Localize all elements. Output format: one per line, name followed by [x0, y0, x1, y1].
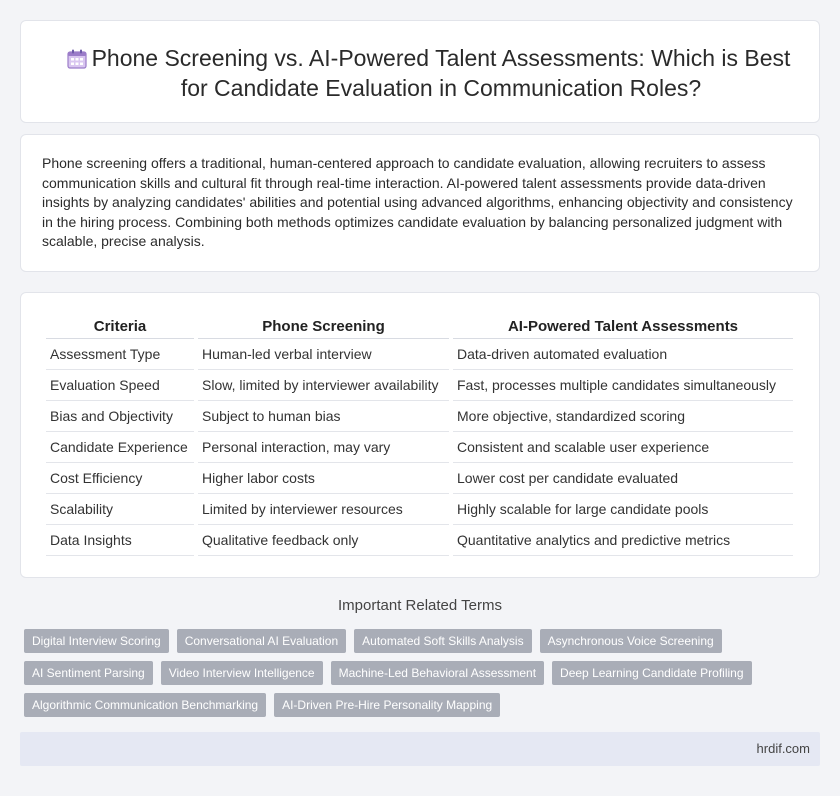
table-cell: Data Insights	[46, 525, 194, 556]
table-cell: Evaluation Speed	[46, 370, 194, 401]
related-term-tag[interactable]: Video Interview Intelligence	[161, 661, 323, 685]
table-row	[46, 432, 793, 463]
related-term-tag[interactable]: Asynchronous Voice Screening	[540, 629, 722, 653]
related-term-tag[interactable]: Digital Interview Scoring	[24, 629, 169, 653]
table-cell: Assessment Type	[46, 339, 194, 370]
related-terms-title: Important Related Terms	[338, 597, 502, 614]
table-cell: Scalability	[46, 494, 194, 525]
table-cell: Data-driven automated evaluation	[453, 339, 793, 370]
table-row	[46, 525, 793, 556]
comparison-table	[42, 315, 797, 556]
related-term-tag[interactable]: Conversational AI Evaluation	[177, 629, 346, 653]
table-row	[46, 339, 793, 370]
table-cell: Subject to human bias	[198, 401, 449, 432]
table-cell: Bias and Objectivity	[46, 401, 194, 432]
table-cell: Quantitative analytics and predictive metrics	[453, 525, 793, 556]
table-row	[46, 370, 793, 401]
table-cell: Limited by interviewer resources	[198, 494, 449, 525]
table-header-row	[46, 315, 793, 339]
intro-paragraph: Phone screening offers a traditional, human-centered approach to candidate evaluation, allowing recruiters to assess communication skills and cultural fit through real-time interaction. AI-powered talent assessments provide data-driven insights by analyzing candidates' abilities and potential using advanced algorithms, enhancing objectivity and consistency in the hiring process. Combining both methods optimizes candidate evaluation by balancing personalized judgment with scalable, precise analysis.	[42, 155, 793, 249]
table-cell: More objective, standardized scoring	[453, 401, 793, 432]
table-cell: Personal interaction, may vary	[198, 432, 449, 463]
table-cell: Qualitative feedback only	[198, 525, 449, 556]
table-cell: Human-led verbal interview	[198, 339, 449, 370]
related-terms-list	[24, 629, 804, 717]
related-term-tag[interactable]: AI Sentiment Parsing	[24, 661, 153, 685]
title-card	[20, 20, 820, 123]
table-cell: Cost Efficiency	[46, 463, 194, 494]
footer-site-link[interactable]: hrdif.com	[756, 741, 810, 756]
table-row	[46, 401, 793, 432]
table-cell: Candidate Experience	[46, 432, 194, 463]
intro-card	[20, 134, 820, 272]
table-cell: Highly scalable for large candidate pools	[453, 494, 793, 525]
comparison-card	[20, 292, 820, 578]
related-term-tag[interactable]: Machine-Led Behavioral Assessment	[331, 661, 544, 685]
related-term-tag[interactable]: Automated Soft Skills Analysis	[354, 629, 531, 653]
header-ai-assessments: AI-Powered Talent Assessments	[453, 315, 793, 339]
related-term-tag[interactable]: AI-Driven Pre-Hire Personality Mapping	[274, 693, 500, 717]
table-cell: Lower cost per candidate evaluated	[453, 463, 793, 494]
table-cell: Fast, processes multiple candidates simultaneously	[453, 370, 793, 401]
table-cell: Consistent and scalable user experience	[453, 432, 793, 463]
page-title: Phone Screening vs. AI-Powered Talent Assessments: Which is Best for Candidate Evaluation in Communication Roles?	[91, 44, 791, 101]
footer	[20, 732, 820, 766]
table-row	[46, 463, 793, 494]
table-row	[46, 494, 793, 525]
header-criteria: Criteria	[46, 315, 194, 339]
header-phone-screening: Phone Screening	[198, 315, 449, 339]
calendar-icon	[65, 47, 89, 71]
title-wrap	[21, 21, 821, 124]
related-term-tag[interactable]: Deep Learning Candidate Profiling	[552, 661, 751, 685]
related-term-tag[interactable]: Algorithmic Communication Benchmarking	[24, 693, 266, 717]
table-cell: Slow, limited by interviewer availability	[198, 370, 449, 401]
table-cell: Higher labor costs	[198, 463, 449, 494]
